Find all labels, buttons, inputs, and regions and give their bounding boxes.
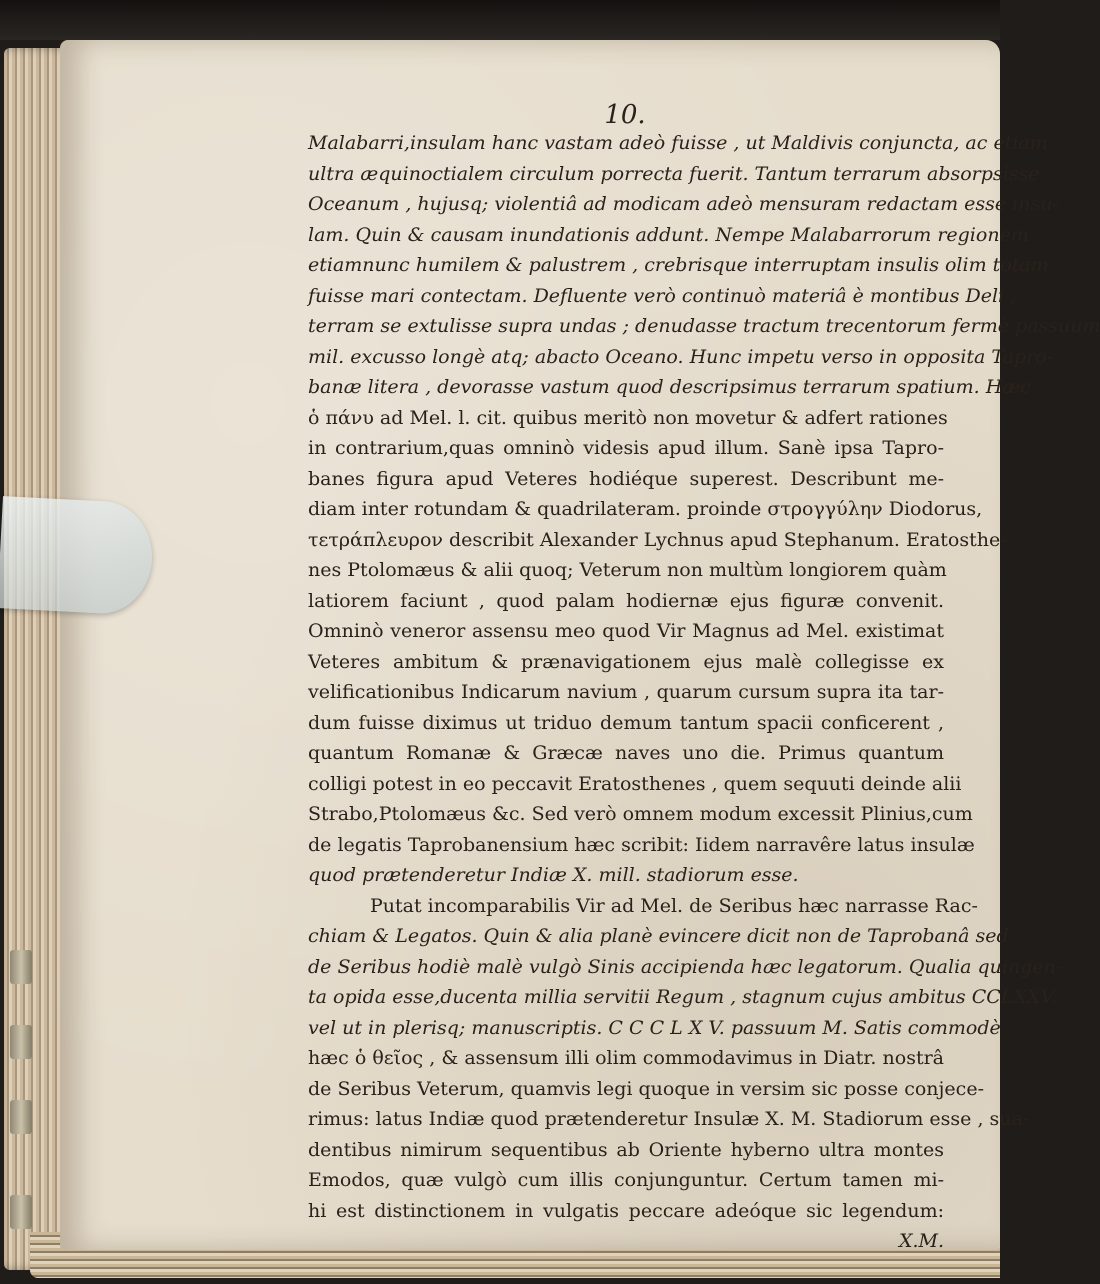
text-line: hæc ὁ θεῖος , & assensum illi olim commodavimus in Diatr. nostrâ xyxy=(308,1047,944,1069)
text-line: Omninò veneror assensu meo quod Vir Magnus ad Mel. existimat xyxy=(308,620,944,642)
text-line: rimus: latus Indiæ quod prætenderetur Insulæ X. M. Stadiorum esse , sua- xyxy=(308,1108,1030,1130)
bookmark-tab[interactable] xyxy=(0,496,155,616)
text-line: colligi potest in eo peccavit Eratosthenes , quem sequuti deinde alii xyxy=(308,772,962,795)
text-line: Putat incomparabilis Vir ad Mel. de Seribus hæc narrasse Rac- xyxy=(370,894,978,917)
binding-clasp-icon xyxy=(10,950,32,984)
text-line: quod prætenderetur Indiæ X. mill. stadiorum esse. xyxy=(308,864,799,886)
binding-clasp-icon xyxy=(10,1025,32,1059)
page-number: 10. xyxy=(604,100,646,130)
text-line: etiamnunc humilem & palustrem , crebrisque interruptam insulis olim totam xyxy=(308,254,1049,276)
text-line: Malabarri,insulam hanc vastam adeò fuisse , ut Maldivis conjuncta, ac etiam xyxy=(308,132,1048,154)
text-line: velificationibus Indicarum navium , quarum cursum supra ita tar- xyxy=(308,681,944,703)
binding-clasp-icon xyxy=(10,1195,32,1229)
text-line: banes figura apud Veteres hodiéque superest. Describunt me- xyxy=(308,467,944,490)
text-line: nes Ptolomæus & alii quoq; Veterum non multùm longiorem quàm xyxy=(308,559,947,581)
text-line: de legatis Taprobanensium hæc scribit: Iidem narravêre latus insulæ xyxy=(308,833,975,856)
text-line: Oceanum , hujusq; violentiâ ad modicam adeò mensuram redactam esse insu- xyxy=(308,193,1059,215)
text-line: chiam & Legatos. Quin & alia planè evincere dicit non de Taprobanâ sed xyxy=(308,925,1009,947)
text-line: lam. Quin & causam inundationis addunt. Nempe Malabarrorum regionem xyxy=(308,223,1029,246)
text-line: quantum Romanæ & Græcæ naves uno die. Primus quantum xyxy=(308,742,944,764)
scan-background-top xyxy=(0,0,1000,40)
text-line: ta opida esse,ducenta millia servitii Regum , stagnum cujus ambitus CCLXXV. xyxy=(308,986,1057,1008)
text-line: de Seribus hodiè malè vulgò Sinis accipienda hæc legatorum. Qualia quingen- xyxy=(308,955,1063,978)
text-line: diam inter rotundam & quadrilateram. proinde στρογγύλην Diodorus, xyxy=(308,498,983,520)
text-line: X.M. xyxy=(898,1230,944,1252)
text-line: Strabo,Ptolomæus &c. Sed verò omnem modum excessit Plinius,cum xyxy=(308,803,973,825)
text-line: ὁ πάνυ ad Mel. l. cit. quibus meritò non movetur & adfert rationes xyxy=(308,406,948,429)
text-line: Veteres ambitum & prænavigationem ejus malè collegisse ex xyxy=(308,650,944,673)
text-line: vel ut in plerisq; manuscriptis. C C C L X V. passuum M. Satis commodè xyxy=(308,1016,1001,1039)
text-line: Emodos, quæ vulgò cum illis conjunguntur. Certum tamen mi- xyxy=(308,1169,944,1191)
text-line: banæ litera , devorasse vastum quod descripsimus terrarum spatium. Hæc xyxy=(308,376,1031,398)
binding-clasp-icon xyxy=(10,1100,32,1134)
text-line: dentibus nimirum sequentibus ab Oriente hyberno ultra montes xyxy=(308,1138,944,1161)
text-line: latiorem faciunt , quod palam hodiernæ ejus figuræ convenit. xyxy=(308,589,944,612)
text-line: fuisse mari contectam. Defluente verò continuò materiâ è montibus Deli , xyxy=(308,284,1017,307)
text-line: de Seribus Veterum, quamvis legi quoque in versim sic posse conjece- xyxy=(308,1077,984,1100)
text-line: mil. excusso longè atq; abacto Oceano. Hunc impetu verso in opposita Tapro- xyxy=(308,345,1054,368)
text-line: τετράπλευρον describit Alexander Lychnus apud Stephanum. Eratosthe- xyxy=(308,528,1007,551)
page-text xyxy=(308,128,1100,1257)
text-line: in contrarium,quas omninò videsis apud illum. Sanè ipsa Tapro- xyxy=(308,437,944,459)
text-line: terram se extulisse supra undas ; denudasse tractum trecentorum fermè passuum xyxy=(308,315,1100,337)
text-line: ultra æquinoctialem circulum porrecta fuerit. Tantum terrarum absorpsisse xyxy=(308,162,1040,185)
text-line: hi est distinctionem in vulgatis peccare adeóque sic legendum: xyxy=(308,1199,944,1222)
text-line: dum fuisse diximus ut triduo demum tantum spacii conficerent , xyxy=(308,711,944,734)
